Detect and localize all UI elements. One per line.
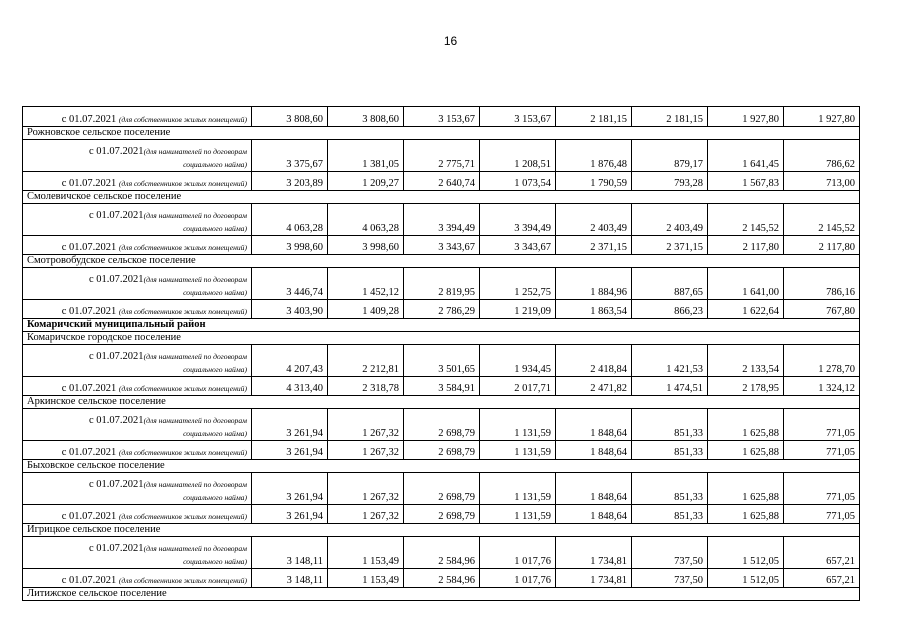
settlement-header-row (23, 127, 860, 140)
tariff-row-tenant (23, 204, 860, 236)
tariff-cell: 1 267,32 (328, 409, 404, 441)
tariff-cell: 1 153,49 (328, 569, 404, 588)
date-prefix: с 01.07.2021 (61, 447, 117, 458)
tariff-cell: 2 698,79 (404, 473, 480, 505)
tariff-cell: 4 313,40 (252, 377, 328, 396)
date-prefix: с 01.07.2021 (61, 306, 117, 317)
tariff-cell: 771,05 (784, 409, 860, 441)
tariff-cell: 1 267,32 (328, 441, 404, 460)
tariff-row-owner (23, 300, 860, 319)
tariff-cell: 1 267,32 (328, 473, 404, 505)
date-prefix: с 01.07.2021 (89, 479, 144, 490)
tariff-cell: 3 394,49 (404, 204, 480, 236)
tariff-cell: 786,62 (784, 140, 860, 172)
tariff-row-owner (23, 236, 860, 255)
owner-note: (для собственников жилых помещений) (118, 115, 247, 124)
settlement-name: Смотровобудское сельское поселение (23, 255, 860, 268)
tariff-cell: 2 181,15 (556, 107, 632, 127)
tariff-cell: 2 403,49 (556, 204, 632, 236)
tariff-cell: 737,50 (632, 537, 708, 569)
settlement-name: Рожновское сельское поселение (23, 127, 860, 140)
settlement-name: Игрицкое сельское поселение (23, 524, 860, 537)
tariff-cell: 851,33 (632, 409, 708, 441)
row-label (23, 140, 252, 172)
tariff-cell: 713,00 (784, 172, 860, 191)
district-header-row (23, 319, 860, 332)
settlement-name: Литижское сельское поселение (23, 588, 860, 601)
date-prefix: с 01.07.2021 (89, 415, 144, 426)
row-label (23, 409, 252, 441)
tariff-cell: 4 063,28 (328, 204, 404, 236)
tariff-cell: 851,33 (632, 505, 708, 524)
tariff-cell: 2 133,54 (708, 345, 784, 377)
tariff-cell: 1 927,80 (784, 107, 860, 127)
tariff-cell: 657,21 (784, 537, 860, 569)
tariff-cell: 3 998,60 (328, 236, 404, 255)
tariff-cell: 1 927,80 (708, 107, 784, 127)
tenant-note-line1: (для нанимателей по договорам (143, 352, 247, 361)
row-label (23, 377, 252, 396)
date-prefix: с 01.07.2021 (89, 543, 144, 554)
date-prefix: с 01.07.2021 (61, 178, 117, 189)
tariff-cell: 1 625,88 (708, 409, 784, 441)
tariff-cell: 1 848,64 (556, 409, 632, 441)
tariff-row-tenant (23, 473, 860, 505)
tariff-cell: 1 734,81 (556, 569, 632, 588)
tariff-cell: 1 625,88 (708, 505, 784, 524)
tariff-cell: 1 848,64 (556, 441, 632, 460)
settlement-name: Быховское сельское поселение (23, 460, 860, 473)
owner-note: (для собственников жилых помещений) (118, 243, 247, 252)
row-label (23, 345, 252, 377)
tariff-cell: 737,50 (632, 569, 708, 588)
row-label (23, 172, 252, 191)
date-prefix: с 01.07.2021 (89, 210, 144, 221)
tariff-cell: 1 474,51 (632, 377, 708, 396)
tariff-cell: 2 117,80 (784, 236, 860, 255)
tariff-cell: 3 148,11 (252, 537, 328, 569)
tariff-cell: 657,21 (784, 569, 860, 588)
tariff-cell: 771,05 (784, 441, 860, 460)
tariff-cell: 1 641,00 (708, 268, 784, 300)
tariff-cell: 1 131,59 (480, 505, 556, 524)
settlement-header-row (23, 588, 860, 601)
tariff-cell: 793,28 (632, 172, 708, 191)
tariff-cell: 3 343,67 (404, 236, 480, 255)
tariff-cell: 1 209,27 (328, 172, 404, 191)
settlement-header-row (23, 460, 860, 473)
tariff-cell: 1 790,59 (556, 172, 632, 191)
tariff-cell: 3 808,60 (328, 107, 404, 127)
tariff-cell: 1 131,59 (480, 409, 556, 441)
date-prefix: с 01.07.2021 (61, 242, 117, 253)
tariff-cell: 1 625,88 (708, 441, 784, 460)
tariff-cell: 3 584,91 (404, 377, 480, 396)
settlement-name: Смолевичское сельское поселение (23, 191, 860, 204)
tariff-cell: 3 394,49 (480, 204, 556, 236)
tariff-cell: 3 148,11 (252, 569, 328, 588)
tariff-cell: 1 641,45 (708, 140, 784, 172)
date-prefix: с 01.07.2021 (61, 114, 117, 125)
tariff-cell: 2 403,49 (632, 204, 708, 236)
tariff-row-owner (23, 569, 860, 588)
tariff-cell: 771,05 (784, 473, 860, 505)
tenant-note-line2: социального найма) (183, 557, 247, 566)
row-label (23, 236, 252, 255)
tariff-row-tenant (23, 268, 860, 300)
tariff-cell: 771,05 (784, 505, 860, 524)
tariff-cell: 866,23 (632, 300, 708, 319)
tariff-cell: 2 471,82 (556, 377, 632, 396)
tariff-cell: 3 501,65 (404, 345, 480, 377)
owner-note: (для собственников жилых помещений) (118, 384, 247, 393)
tariff-cell: 1 512,05 (708, 569, 784, 588)
tenant-note-line1: (для нанимателей по договорам (143, 147, 247, 156)
tariff-row-owner (23, 377, 860, 396)
tariff-table (22, 106, 860, 601)
tenant-note-line2: социального найма) (183, 160, 247, 169)
settlement-header-row (23, 255, 860, 268)
tenant-note-line1: (для нанимателей по договорам (143, 275, 247, 284)
tariff-cell: 3 261,94 (252, 505, 328, 524)
tariff-cell: 2 371,15 (632, 236, 708, 255)
tariff-cell: 1 131,59 (480, 441, 556, 460)
tariff-cell: 3 153,67 (480, 107, 556, 127)
tariff-cell: 2 584,96 (404, 537, 480, 569)
tariff-cell: 887,65 (632, 268, 708, 300)
tariff-cell: 3 808,60 (252, 107, 328, 127)
tariff-cell: 1 219,09 (480, 300, 556, 319)
tariff-cell: 2 212,81 (328, 345, 404, 377)
tariff-cell: 2 017,71 (480, 377, 556, 396)
tenant-note-line1: (для нанимателей по договорам (143, 544, 247, 553)
tenant-note-line1: (для нанимателей по договорам (143, 416, 247, 425)
tariff-row-owner (23, 441, 860, 460)
tariff-cell: 1 934,45 (480, 345, 556, 377)
tariff-cell: 1 421,53 (632, 345, 708, 377)
tariff-cell: 2 145,52 (708, 204, 784, 236)
tariff-row-tenant (23, 537, 860, 569)
tariff-cell: 1 278,70 (784, 345, 860, 377)
tariff-cell: 851,33 (632, 473, 708, 505)
tariff-cell: 786,16 (784, 268, 860, 300)
tariff-row-owner (23, 505, 860, 524)
tenant-note-line1: (для нанимателей по договорам (143, 480, 247, 489)
tariff-cell: 3 403,90 (252, 300, 328, 319)
tariff-cell: 2 371,15 (556, 236, 632, 255)
tariff-cell: 3 261,94 (252, 473, 328, 505)
settlement-name: Комаричское городское поселение (23, 332, 860, 345)
tariff-cell: 1 848,64 (556, 473, 632, 505)
tariff-cell: 2 418,84 (556, 345, 632, 377)
tariff-cell: 2 318,78 (328, 377, 404, 396)
row-label (23, 441, 252, 460)
tariff-cell: 1 252,75 (480, 268, 556, 300)
tariff-cell: 3 261,94 (252, 441, 328, 460)
date-prefix: с 01.07.2021 (89, 274, 144, 285)
row-label (23, 204, 252, 236)
row-label (23, 268, 252, 300)
tariff-cell: 1 267,32 (328, 505, 404, 524)
tariff-row-tenant (23, 140, 860, 172)
tariff-cell: 3 998,60 (252, 236, 328, 255)
tariff-cell: 879,17 (632, 140, 708, 172)
tariff-cell: 3 153,67 (404, 107, 480, 127)
tariff-cell: 2 698,79 (404, 505, 480, 524)
tariff-row-tenant (23, 409, 860, 441)
district-name: Комаричский муниципальный район (23, 319, 860, 332)
row-label (23, 569, 252, 588)
tariff-row-owner (23, 172, 860, 191)
settlement-header-row (23, 524, 860, 537)
date-prefix: с 01.07.2021 (61, 383, 117, 394)
date-prefix: с 01.07.2021 (61, 575, 117, 586)
tariff-cell: 4 207,43 (252, 345, 328, 377)
tariff-cell: 1 153,49 (328, 537, 404, 569)
tariff-cell: 3 203,89 (252, 172, 328, 191)
page-number: 16 (443, 34, 458, 48)
tariff-cell: 851,33 (632, 441, 708, 460)
tariff-row-tenant (23, 345, 860, 377)
tariff-cell: 1 876,48 (556, 140, 632, 172)
tariff-cell: 2 819,95 (404, 268, 480, 300)
tariff-cell: 1 848,64 (556, 505, 632, 524)
tariff-cell: 3 375,67 (252, 140, 328, 172)
tariff-cell: 3 261,94 (252, 409, 328, 441)
tariff-cell: 1 131,59 (480, 473, 556, 505)
tariff-cell: 1 017,76 (480, 537, 556, 569)
tenant-note-line2: социального найма) (183, 288, 247, 297)
tenant-note-line2: социального найма) (183, 493, 247, 502)
tariff-cell: 1 512,05 (708, 537, 784, 569)
tariff-cell: 3 446,74 (252, 268, 328, 300)
tenant-note-line1: (для нанимателей по договорам (143, 211, 247, 220)
tariff-cell: 2 178,95 (708, 377, 784, 396)
tariff-cell: 1 381,05 (328, 140, 404, 172)
date-prefix: с 01.07.2021 (61, 511, 117, 522)
date-prefix: с 01.07.2021 (89, 351, 144, 362)
tenant-note-line2: социального найма) (183, 365, 247, 374)
tariff-cell: 1 073,54 (480, 172, 556, 191)
row-label (23, 505, 252, 524)
tariff-cell: 1 324,12 (784, 377, 860, 396)
tariff-cell: 1 409,28 (328, 300, 404, 319)
tariff-cell: 2 775,71 (404, 140, 480, 172)
tariff-row-owner (23, 107, 860, 127)
settlement-name: Аркинское сельское поселение (23, 396, 860, 409)
owner-note: (для собственников жилых помещений) (118, 512, 247, 521)
tariff-cell: 2 181,15 (632, 107, 708, 127)
tariff-cell: 1 622,64 (708, 300, 784, 319)
tariff-cell: 1 884,96 (556, 268, 632, 300)
owner-note: (для собственников жилых помещений) (118, 179, 247, 188)
tariff-cell: 1 863,54 (556, 300, 632, 319)
tariff-cell: 4 063,28 (252, 204, 328, 236)
tariff-cell: 2 640,74 (404, 172, 480, 191)
tariff-cell: 2 698,79 (404, 441, 480, 460)
tariff-cell: 2 145,52 (784, 204, 860, 236)
tariff-cell: 1 208,51 (480, 140, 556, 172)
tariff-cell: 2 786,29 (404, 300, 480, 319)
tariff-cell: 2 698,79 (404, 409, 480, 441)
tenant-note-line2: социального найма) (183, 224, 247, 233)
tariff-cell: 1 734,81 (556, 537, 632, 569)
owner-note: (для собственников жилых помещений) (118, 448, 247, 457)
tariff-cell: 767,80 (784, 300, 860, 319)
row-label (23, 473, 252, 505)
settlement-header-row (23, 396, 860, 409)
row-label (23, 537, 252, 569)
date-prefix: с 01.07.2021 (89, 146, 144, 157)
tariff-cell: 2 117,80 (708, 236, 784, 255)
tariff-cell: 1 452,12 (328, 268, 404, 300)
tariff-cell: 1 625,88 (708, 473, 784, 505)
owner-note: (для собственников жилых помещений) (118, 576, 247, 585)
row-label (23, 107, 252, 127)
tariff-cell: 3 343,67 (480, 236, 556, 255)
tariff-cell: 2 584,96 (404, 569, 480, 588)
settlement-header-row (23, 332, 860, 345)
tariff-cell: 1 567,83 (708, 172, 784, 191)
row-label (23, 300, 252, 319)
settlement-header-row (23, 191, 860, 204)
tariff-cell: 1 017,76 (480, 569, 556, 588)
tenant-note-line2: социального найма) (183, 429, 247, 438)
owner-note: (для собственников жилых помещений) (118, 307, 247, 316)
